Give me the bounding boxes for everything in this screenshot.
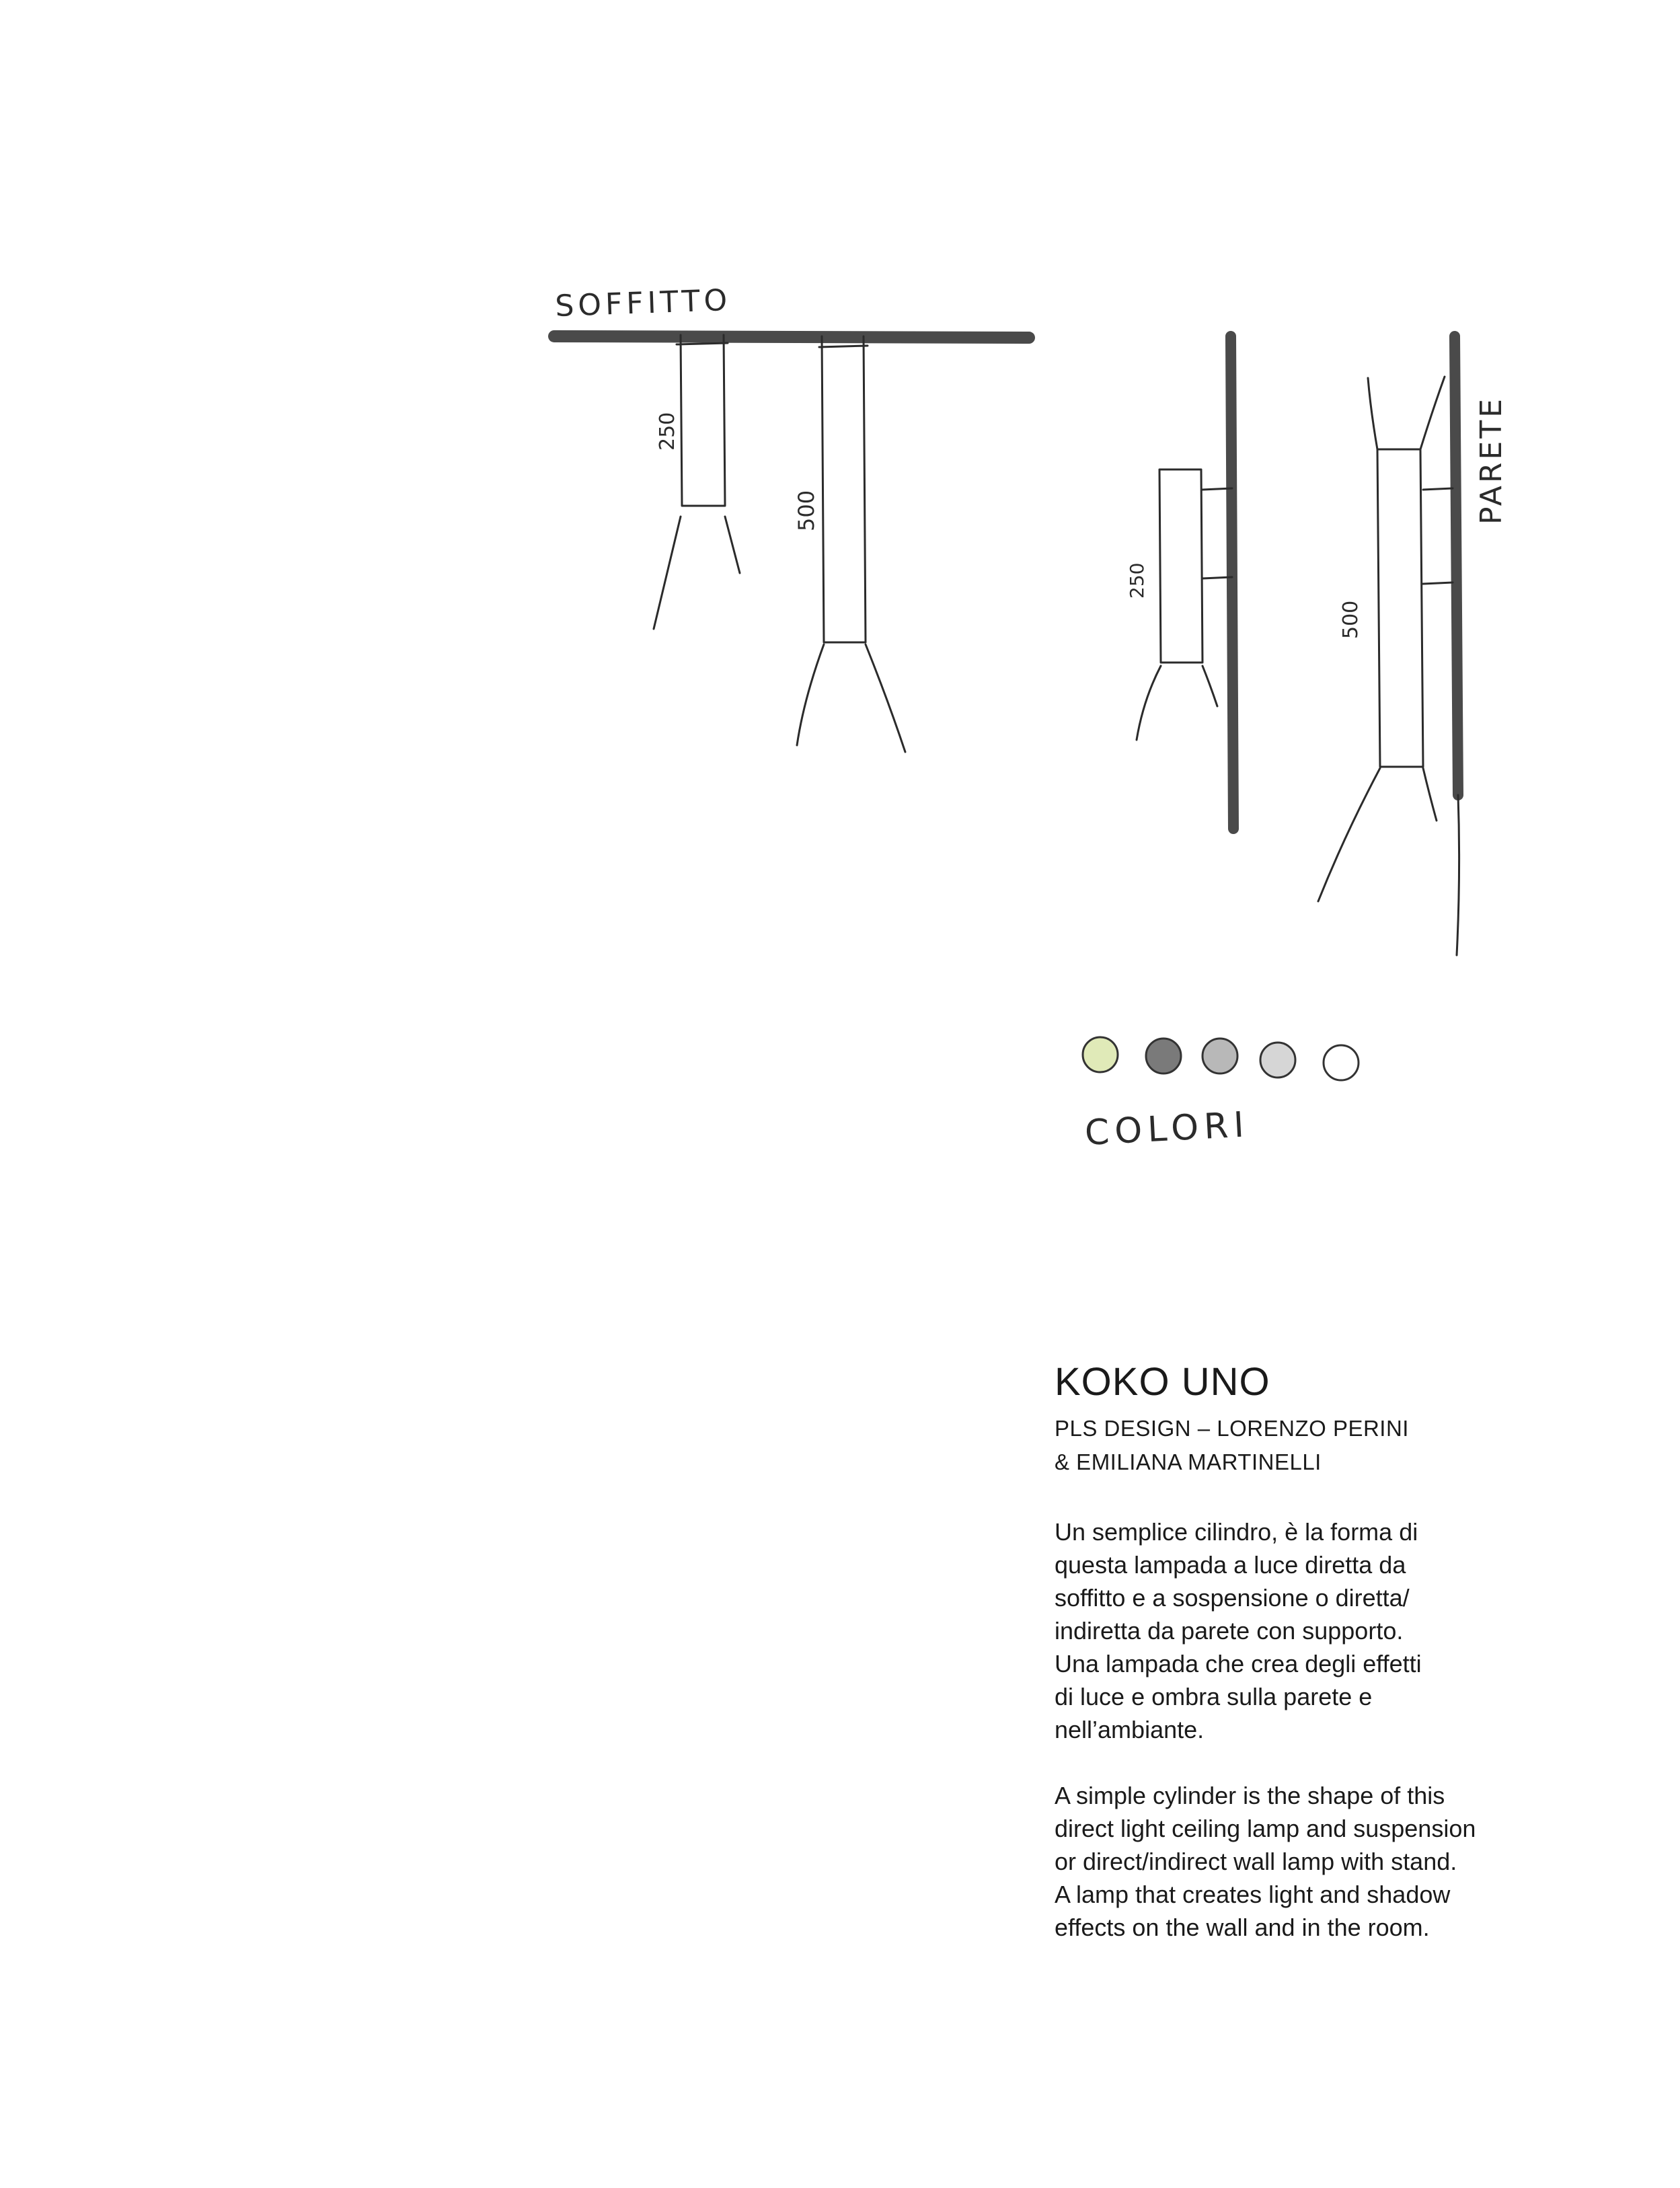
wall-label: PARETE [1474,396,1509,525]
color-swatches [1083,1037,1359,1154]
short-lamp-dimension: 250 [656,412,679,451]
ceiling-lamps-sketch [554,283,1029,752]
product-title: KOKO UNO [1055,1360,1270,1404]
long-wall-lamp-dimension: 500 [1339,600,1363,639]
description-italian: Un semplice cilindro, è la forma di questa lampada a luce diretta da soffitto e a sospensione o diretta/ indiretta da parete con supporto. Una lampada che crea degli effetti di luce e ombra sulla parete e nell’ambiante. [1055,1517,1422,1743]
designer-credit-line2: & EMILIANA MARTINELLI [1055,1449,1322,1474]
wall-cable [1457,795,1459,955]
wall-lamps-sketch [1126,336,1509,955]
colors-label: COLORI [1083,1104,1251,1154]
short-ceiling-lamp [654,335,740,629]
color-swatch [1324,1045,1359,1080]
wall-line-left [1231,336,1233,829]
long-lamp-dimension: 500 [794,490,819,531]
wall-line-right [1455,336,1458,795]
short-wall-lamp-dimension: 250 [1126,562,1148,599]
description-english: A simple cylinder is the shape of this direct light ceiling lamp and suspension or direct/indirect wall lamp with stand. A lamp that creates light and shadow effects on the wall and in the room. [1055,1781,1476,1941]
ceiling-label: SOFFITTO [554,282,732,324]
color-swatch [1260,1043,1295,1078]
color-swatch [1202,1039,1237,1073]
color-swatch [1146,1039,1181,1073]
product-description [1055,1360,1593,1944]
long-ceiling-lamp [797,336,905,752]
long-wall-lamp [1318,377,1453,901]
color-swatch [1083,1037,1118,1072]
ceiling-line [554,336,1029,338]
designer-credit-line1: PLS DESIGN – LORENZO PERINI [1055,1415,1409,1441]
short-wall-lamp [1137,469,1232,740]
